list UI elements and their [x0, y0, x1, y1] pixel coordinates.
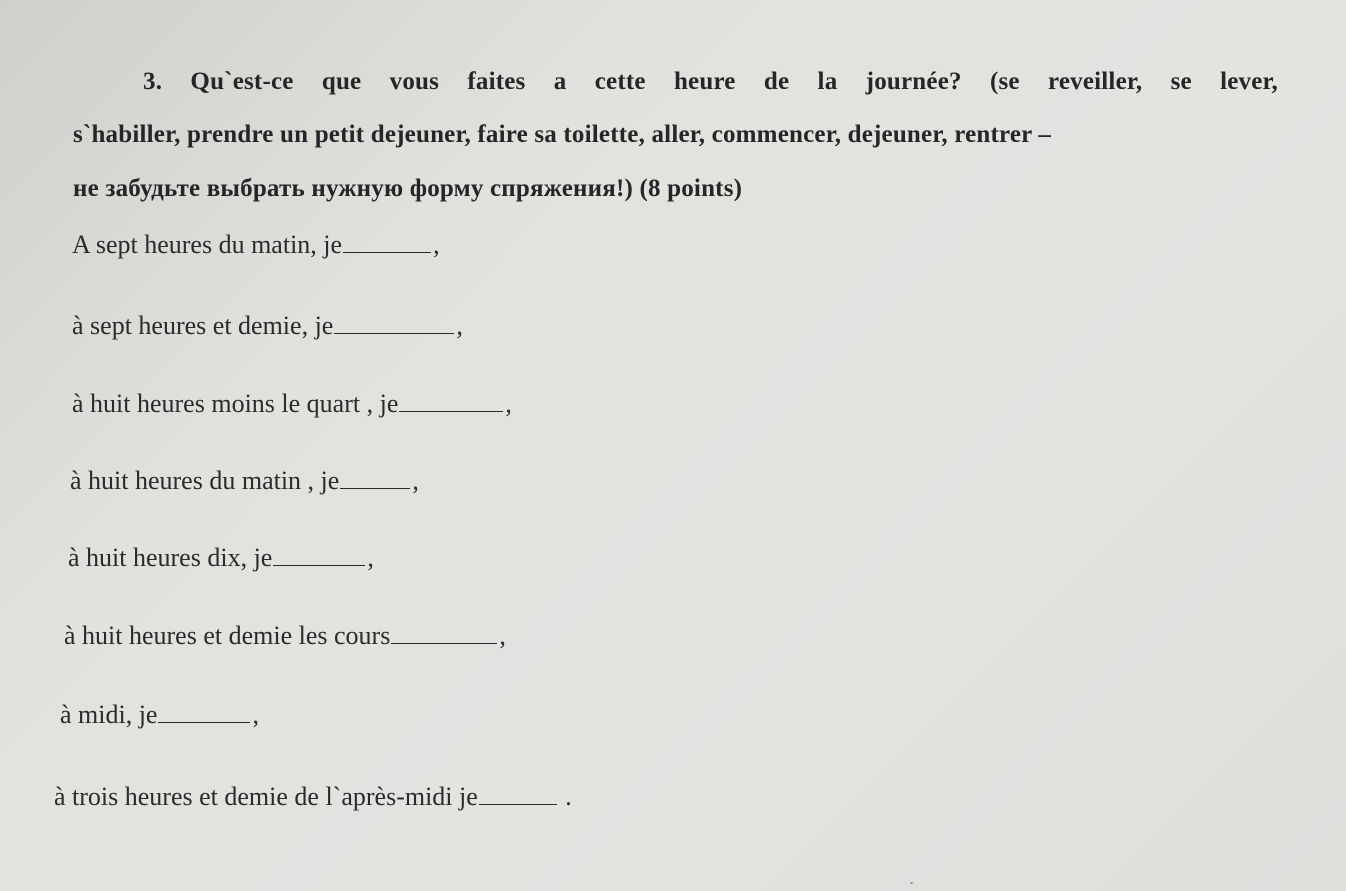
- item-prompt: à huit heures dix, je: [68, 543, 273, 572]
- item-prompt: à huit heures et demie les cours: [64, 621, 391, 650]
- exercise-heading-line-3: не забудьте выбрать нужную форму спряжения!) (8 points): [73, 175, 743, 202]
- exercise-item-4: [70, 466, 419, 496]
- exercise-item-2: [72, 311, 463, 341]
- answer-blank-6[interactable]: [391, 642, 497, 644]
- answer-blank-5[interactable]: [273, 564, 365, 566]
- exercise-item-3: [72, 389, 512, 419]
- answer-blank-1[interactable]: [343, 251, 431, 253]
- paper-speck: [910, 882, 913, 884]
- item-punctuation: ,: [367, 543, 374, 572]
- item-punctuation: ,: [505, 389, 512, 418]
- item-punctuation: ,: [456, 311, 463, 340]
- exercise-item-7: [60, 700, 259, 730]
- answer-blank-7[interactable]: [158, 721, 250, 723]
- item-prompt: à midi, je: [60, 700, 158, 729]
- item-prompt: à huit heures du matin , je: [70, 466, 340, 495]
- answer-blank-3[interactable]: [399, 410, 503, 412]
- exercise-item-1: [72, 230, 440, 260]
- item-prompt: à trois heures et demie de l`après-midi je: [54, 782, 478, 811]
- item-punctuation: ,: [252, 700, 259, 729]
- exercise-item-6: [64, 621, 506, 651]
- answer-blank-4[interactable]: [340, 487, 410, 489]
- item-prompt: A sept heures du matin, je: [72, 230, 343, 259]
- item-punctuation: ,: [499, 621, 506, 650]
- exercise-item-5: [68, 543, 374, 573]
- answer-blank-8[interactable]: [479, 803, 557, 805]
- item-punctuation: .: [558, 782, 572, 811]
- item-prompt: à sept heures et demie, je: [72, 311, 334, 340]
- exercise-heading-line-1: 3. Qu`est-ce que vous faites a cette heure de la journée? (se reveiller, se lever,: [143, 68, 1278, 95]
- item-punctuation: ,: [412, 466, 419, 495]
- exercise-heading-line-2: s`habiller, prendre un petit dejeuner, faire sa toilette, aller, commencer, dejeuner, rentrer –: [73, 121, 1052, 148]
- exercise-item-8: [54, 782, 572, 812]
- answer-blank-2[interactable]: [334, 332, 454, 334]
- item-prompt: à huit heures moins le quart , je: [72, 389, 399, 418]
- item-punctuation: ,: [433, 230, 440, 259]
